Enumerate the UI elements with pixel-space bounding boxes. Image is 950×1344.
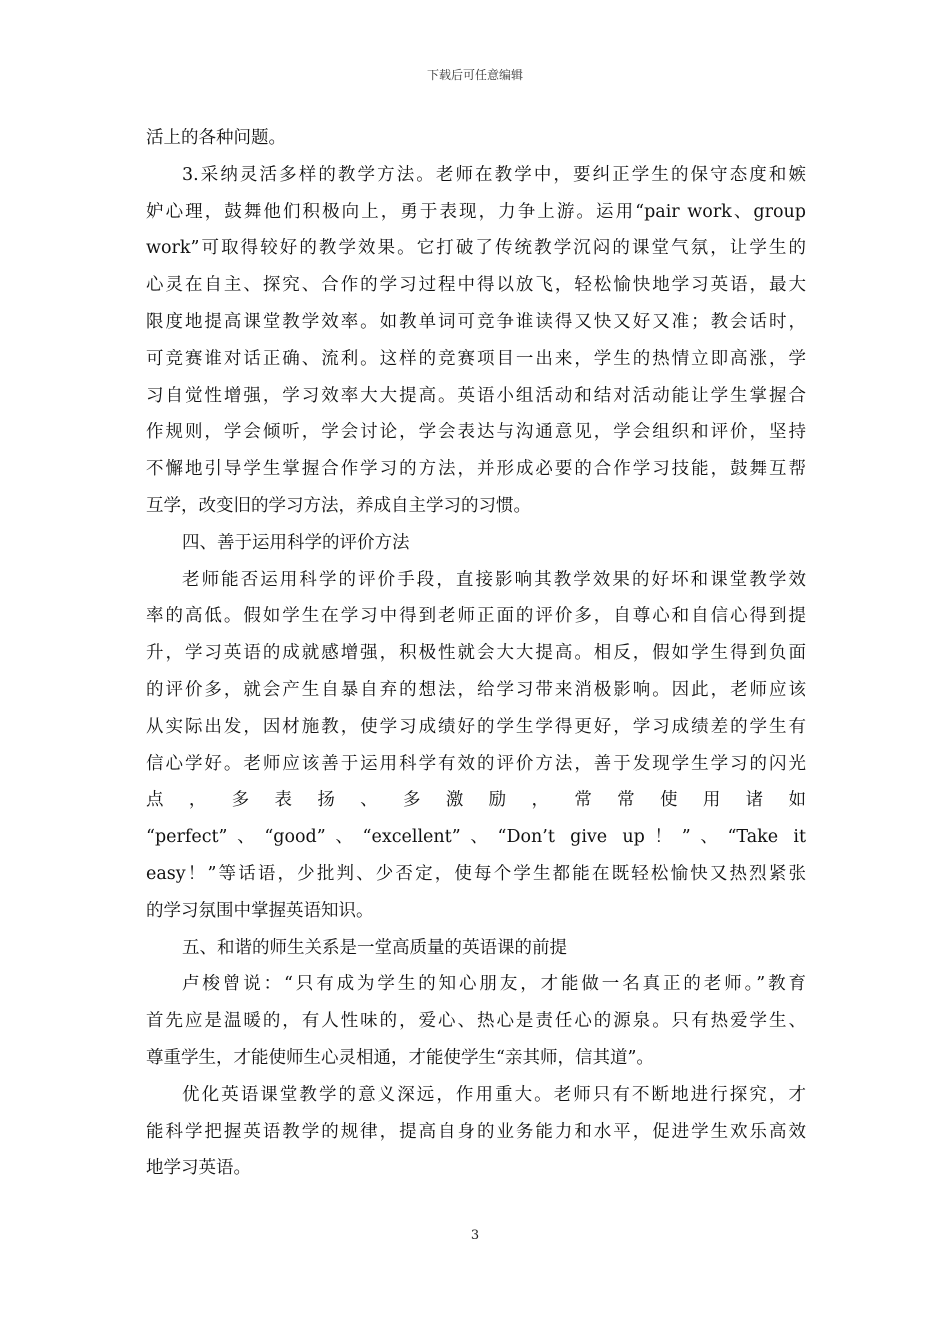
text-line: 地学习英语。 — [146, 1158, 251, 1179]
text-line: 习自觉性增强，学习效率大大提高。英语小组活动和结对活动能让学生掌握合 — [146, 385, 806, 406]
text-line: 率的高低。假如学生在学习中得到老师正面的评价多，自尊心和自信心得到提 — [146, 606, 806, 627]
text-line: 活上的各种问题。 — [146, 128, 286, 148]
text-line: 能科学把握英语教学的规律，提高自身的业务能力和水平，促进学生欢乐高效 — [146, 1121, 806, 1142]
text-line: 升，学习英语的成就感增强，积极性就会大大提高。相反，假如学生得到负面 — [146, 643, 806, 664]
text-line: 妒心理，鼓舞他们积极向上，勇于表现，力争上游。运用“pair work、group — [146, 201, 806, 222]
text-line: 从实际出发，因材施教，使学习成绩好的学生学得更好，学习成绩差的学生有 — [146, 716, 806, 737]
text-line: 点 ， 多 表 扬 、 多 激 励 ， 常 常 使 用 诸 如 — [146, 790, 806, 811]
text-line: 的评价多，就会产生自暴自弃的想法，给学习带来消极影响。因此，老师应该 — [146, 679, 806, 700]
text-line: 限度地提高课堂教学效率。如教单词可竞争谁读得又快又好又准；教会话时， — [146, 311, 806, 332]
text-line: 首先应是温暖的，有人性味的，爱心、热心是责任心的源泉。只有热爱学生、 — [146, 1011, 806, 1032]
page-header: 下载后可任意编辑 — [426, 68, 523, 82]
text-line: 的学习氛围中掌握英语知识。 — [146, 900, 374, 921]
text-line: 3.采纳灵活多样的教学方法。老师在教学中，要纠正学生的保守态度和嫉 — [182, 164, 806, 185]
text-line: 不懈地引导学生掌握合作学习的方法，并形成必要的合作学习技能，鼓舞互帮 — [146, 459, 806, 480]
text-line: 老师能否运用科学的评价手段，直接影响其教学效果的好坏和课堂教学效 — [182, 569, 806, 590]
text-line: 可竞赛谁对话正确、流利。这样的竞赛项目一出来，学生的热情立即高涨，学 — [146, 348, 806, 369]
text-line: “perfect”、“good”、“excellent”、“Don’t give up！”、“Take it — [146, 827, 806, 848]
text-line: 尊重学生，才能使师生心灵相通，才能使学生“亲其师，信其道”。 — [146, 1047, 654, 1068]
section-heading: 四、善于运用科学的评价方法 — [182, 532, 410, 553]
text-line: 互学，改变旧的学习方法，养成自主学习的习惯。 — [146, 495, 531, 516]
text-line: work”可取得较好的教学效果。它打破了传统教学沉闷的课堂气氛，让学生的 — [146, 238, 806, 259]
document-body — [146, 120, 806, 1187]
text-line: 信心学好。老师应该善于运用科学有效的评价方法，善于发现学生学习的闪光 — [146, 753, 806, 774]
text-line: 卢梭曾说：“只有成为学生的知心朋友，才能做一名真正的老师。”教育 — [182, 974, 806, 995]
text-line: 作规则，学会倾听，学会讨论，学会表达与沟通意见，学会组织和评价，坚持 — [146, 422, 806, 443]
section-heading: 五、和谐的师生关系是一堂高质量的英语课的前提 — [182, 937, 567, 958]
text-line: easy！”等话语，少批判、少否定，使每个学生都能在既轻松愉快又热烈紧张 — [146, 863, 806, 884]
text-line: 优化英语课堂教学的意义深远，作用重大。老师只有不断地进行探究，才 — [182, 1084, 806, 1105]
page-number: 3 — [470, 1228, 480, 1243]
text-line: 心灵在自主、探究、合作的学习过程中得以放飞，轻松愉快地学习英语，最大 — [146, 275, 806, 296]
